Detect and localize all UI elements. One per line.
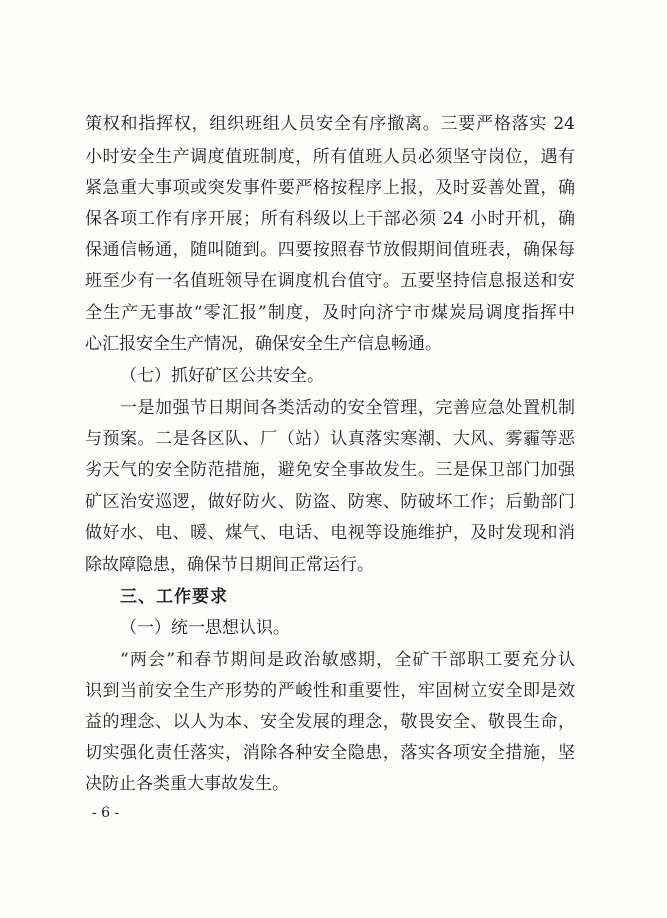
text-line: 矿区治安巡逻，做好防火、防盗、防寒、防破坏工作；后勤部门	[85, 492, 575, 512]
text-line: 切实强化责任落实，消除各种安全隐患，落实各项安全措施，坚	[85, 743, 575, 763]
text-line: 劣天气的安全防范措施，避免安全事故发生。三是保卫部门加强	[85, 460, 575, 480]
page-number: - 6 -	[92, 805, 120, 821]
text-line: 一是加强节日期间各类活动的安全管理，完善应急处置机制	[120, 398, 575, 418]
text-line: 保各项工作有序开展；所有科级以上干部必须 24 小时开机，确	[85, 209, 575, 229]
text-line: 益的理念、以人为本、安全发展的理念，敬畏安全、敬畏生命，	[85, 712, 575, 732]
text-line: 与预案。二是各区队、厂（站）认真落实寒潮、大风、雾霾等恶	[85, 429, 575, 449]
text-line: 小时安全生产调度值班制度，所有值班人员必须坚守岗位，遇有	[85, 147, 575, 167]
text-line: 全生产无事故“零汇报”制度，及时向济宁市煤炭局调度指挥中	[85, 303, 575, 323]
section-heading: 三、工作要求	[120, 587, 228, 607]
text-line: 决防止各类重大事故发生。	[85, 774, 289, 794]
text-line: 班至少有一名值班领导在调度机台值守。五要坚持信息报送和安	[85, 271, 575, 291]
text-line: 保通信畅通，随叫随到。四要按照春节放假期间值班表，确保每	[85, 240, 575, 260]
text-line: 紧急重大事项或突发事件要严格按程序上报，及时妥善处置，确	[85, 178, 575, 198]
subsection-heading: （七）抓好矿区公共安全。	[120, 366, 324, 386]
text-line: 策权和指挥权，组织班组人员安全有序撤离。三要严格落实 24	[85, 114, 575, 134]
text-line: “两会”和春节期间是政治敏感期，全矿干部职工要充分认	[120, 650, 575, 670]
subsection-heading: （一）统一思想认识。	[120, 618, 290, 638]
text-line: 做好水、电、暖、煤气、电话、电视等设施维护，及时发现和消	[85, 523, 575, 543]
text-line: 心汇报安全生产情况，确保安全生产信息畅通。	[85, 334, 442, 354]
text-line: 识到当前安全生产形势的严峻性和重要性，牢固树立安全即是效	[85, 681, 575, 701]
text-line: 除故障隐患，确保节日期间正常运行。	[85, 555, 374, 575]
